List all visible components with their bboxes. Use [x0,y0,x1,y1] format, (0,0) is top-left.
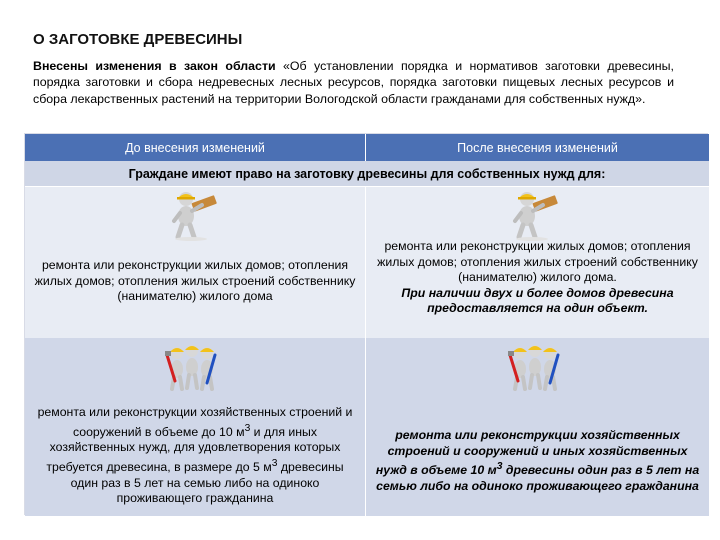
cell-text [33,405,357,507]
cell-text [374,428,701,494]
workers-with-tools-icon [163,341,221,395]
cell-text-part: и для иных хозяйственных нужд, для удовлетворения которых требуется древесина, в размере до 5 м [46,424,341,474]
superscript: 3 [271,457,278,469]
column-header-after: После внесения изменений [457,140,618,155]
table-row [25,187,709,338]
worker-carrying-plank-icon [162,189,220,241]
table-header-row [25,134,709,161]
cell-text-part: ремонта или реконструкции хозяйственных строений и сооружений в объеме до 10 м [37,405,353,439]
cell-text [374,239,701,317]
cell-text-part: древесины один раз в 5 лет на семью либо на одиноко проживающего гражданина [70,459,344,506]
table-span-heading: Граждане имеют право на заготовку древесины для собственных нужд для: [25,161,709,187]
intro-paragraph [33,58,674,107]
cell-text-part: древесины один раз в 5 лет на семью либо на одиноко проживающего гражданина [376,463,700,493]
worker-carrying-plank-icon [503,189,561,241]
cell-text-main: ремонта или реконструкции жилых домов; отопления жилых домов; отопления жилых строений собственнику (нанимателю) жилого дома. [377,239,698,285]
comparison-table [24,133,708,515]
cell-text-part: ремонта или реконструкции хозяйственных строений и сооружений и иных хозяйственных нужд в объеме 10 м [375,428,688,478]
superscript: 3 [496,461,503,473]
table-cell-after [366,338,709,516]
cell-text-note: При наличии двух и более домов древесина предоставляется на один объект. [401,285,674,316]
intro-bold-lead: Внесены изменения в закон области [33,59,276,73]
table-cell-before [25,338,366,516]
cell-text: ремонта или реконструкции жилых домов; отопления жилых домов; отопления жилых строений собственнику (нанимателю) жилого дома [34,258,356,304]
table-cell-before [25,187,366,338]
column-header-before: До внесения изменений [25,134,366,161]
table-row [25,338,709,516]
intro-text: «Об установлении порядка и нормативов заготовки древесины, порядка заготовки и сбора недревесных лесных ресурсов, порядка заготовки пищевых лесных ресурсов и сбора лекарственных растений на территории Вологодской области гражданами для собственных нужд». [33,59,674,106]
table-cell-after [366,187,709,338]
superscript: 3 [244,422,251,434]
page-title: О ЗАГОТОВКЕ ДРЕВЕСИНЫ [33,31,243,48]
workers-with-tools-icon [506,341,564,395]
